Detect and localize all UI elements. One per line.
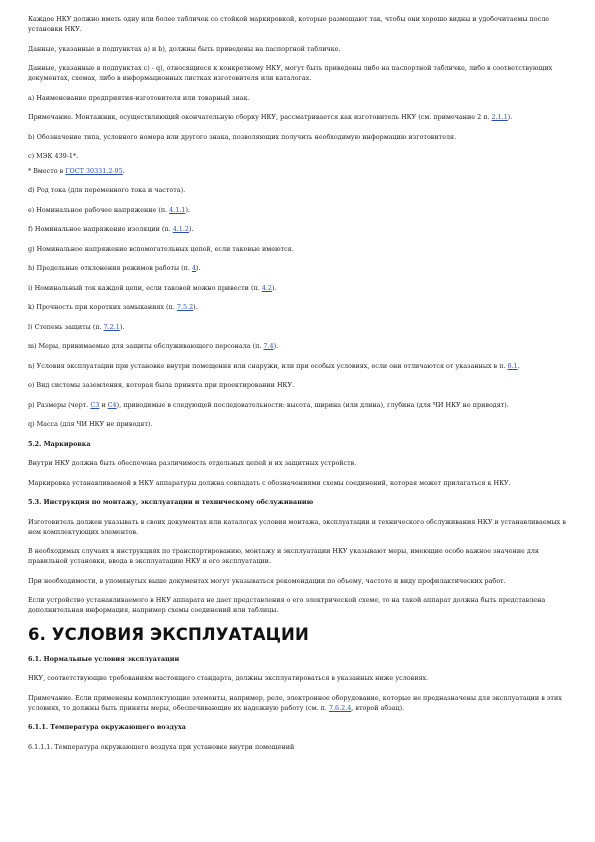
section-5-3-title: 5.3. Инструкция по монтажу, эксплуатации и техническому обслуживанию xyxy=(28,498,314,506)
link-c3[interactable]: С3 xyxy=(90,400,100,409)
item-e: е) Номинальное рабочее напряжение (п. 4.1.1). xyxy=(28,205,190,214)
link-4[interactable]: 4 xyxy=(191,264,197,272)
paragraph-instructions-3: При необходимости, в упомянутых выше документах могут указываться рекомендации по объему, частоте и виду профилактических работ. xyxy=(28,576,506,585)
item-f: f) Номинальное напряжение изоляции (п. 4.1.2). xyxy=(28,225,194,233)
item-a: а) Наименование предприятия-изготовителя или товарный знак. xyxy=(28,93,250,102)
item-l: l) Степень защиты (п. 7.2.1). xyxy=(28,322,125,331)
item-m: m) Меры, принимаемые для защиты обслуживающего персонала (п. 7.4). xyxy=(28,342,279,350)
item-i: i) Номинальный ток каждой цепи, если таковой можно привести (п. 4.2). xyxy=(28,283,277,292)
item-k: k) Прочность при коротких замыканиях (п. 7.5.2). xyxy=(28,303,198,311)
item-c: с) МЭК 439-1*. xyxy=(28,152,79,160)
item-n: n) Условия эксплуатации при установке внутри помещения или снаружи, или при особых условиях, если они отличаются от указанных в п. 6.1. xyxy=(28,361,520,370)
paragraph-nameplate-ab: Данные, указанные в подпунктах а) и b), должны быть приведены на паспортной табличке. xyxy=(28,44,341,53)
paragraph-instructions-1: Изготовитель должен указывать в своих документах или каталогах условия монтажа, эксплуатации и технического обслуживания НКУ и устанавливаемых в нем комплектующих элементов. xyxy=(28,517,566,536)
paragraph-nameplate-cq: Данные, указанные в подпунктах с) - q), относящиеся к конкретному НКУ, могут быть приведены либо на паспортной табличке, либо в соответствующих документах, схемах, либо в информационных листках изготовителя или каталогах. xyxy=(28,64,553,82)
item-g: g) Номинальное напряжение вспомогательных цепей, если таковые имеются. xyxy=(28,244,294,253)
section-6-1-1-title: 6.1.1. Температура окружающего воздуха xyxy=(28,723,186,731)
link-c4[interactable]: С4 xyxy=(107,400,117,409)
link-7-6-2-4[interactable]: 7.6.2.4 xyxy=(328,703,352,712)
section-6-1-1-1-title: 6.1.1.1. Температура окружающего воздуха при установке внутри помещений xyxy=(28,742,295,751)
link-gost[interactable]: ГОСТ 30331.2-95 xyxy=(65,166,123,175)
link-4-1-2[interactable]: 4.1.2 xyxy=(172,225,189,233)
link-4-1-1[interactable]: 4.1.1 xyxy=(169,205,186,214)
item-p: р) Размеры (черт. С3 и С4), приводимые в следующей последовательности: высота, ширина (или длина), глубина (для ЧИ НКУ не приводят). xyxy=(28,400,509,409)
link-6-1[interactable]: 6.1 xyxy=(507,361,518,370)
note-installer: Примечание. Монтажник, осуществляющий окончательную сборку НКУ, рассматривается как изготовитель НКУ (см. примечание 2 п. 2.1.1). xyxy=(28,113,513,121)
link-4-2[interactable]: 4.2 xyxy=(261,283,272,292)
paragraph-marking-apparatus: Маркировка устанавливаемой в НКУ аппаратуры должна совпадать с обозначениями схемы соединений, которая может прилагаться к НКУ. xyxy=(28,478,511,487)
link-7-5-2[interactable]: 7.5.2 xyxy=(176,303,194,311)
link-2-1-1[interactable]: 2.1.1 xyxy=(491,113,508,121)
link-7-2-1[interactable]: 7.2.1 xyxy=(103,322,120,331)
item-d: d) Род тока (для переменного тока и частота). xyxy=(28,186,186,194)
paragraph-instructions-4: Если устройство устанавливаемого в НКУ аппарата не дает представления о его электрической схеме, то на такой аппарат должна быть представлена дополнительная информация, например схемы соединений или таблицы. xyxy=(28,596,546,614)
paragraph-marking-circuits: Внутри НКУ должна быть обеспечена различимость отдельных цепей и их защитных устройств. xyxy=(28,459,357,467)
item-h: h) Предельные отклонения режимов работы (п. 4). xyxy=(28,264,201,272)
section-5-2-title: 5.2. Маркировка xyxy=(28,439,91,448)
note-components: Примечание. Если применены комплектующие элементы, например, реле, электронное оборудование, которые не предназначены для эксплуатации в этих условиях, то должны быть приняты меры, обеспечивающие их надежную работу (см. п. 7.6.2.4, второй абзац). xyxy=(28,693,562,712)
link-7-4[interactable]: 7.4 xyxy=(263,342,274,350)
item-b: b) Обозначение типа, условного номера или другого знака, позволяющих получить необходимую информацию изготовителя. xyxy=(28,132,457,141)
item-q: q) Масса (для ЧИ НКУ не приводят). xyxy=(28,420,153,428)
paragraph-conditions: НКУ, соответствующие требованиям настоящего стандарта, должны эксплуатироваться в указанных ниже условиях. xyxy=(28,674,429,682)
section-6-1-title: 6.1. Нормальные условия эксплуатации xyxy=(28,654,180,663)
paragraph-instructions-2: В необходимых случаях в инструкциях по транспортированию, монтажу и эксплуатации НКУ указывают меры, имеющие особо важное значение для правильной установки, ввода в эксплуатацию НКУ и его эксплуатации. xyxy=(28,547,539,565)
section-6-heading: 6. УСЛОВИЯ ЭКСПЛУАТАЦИИ xyxy=(28,624,309,644)
item-o: о) Вид системы заземления, которая была принята при проектировании НКУ. xyxy=(28,381,295,389)
footnote-gost: * Вместо в ГОСТ 30331.2-95. xyxy=(28,166,125,175)
paragraph-nameplate: Каждое НКУ должно иметь одну или более табличек со стойкой маркировкой, которые размещают так, чтобы они хорошо видны и удобочитаемы после установки НКУ. xyxy=(28,15,550,33)
